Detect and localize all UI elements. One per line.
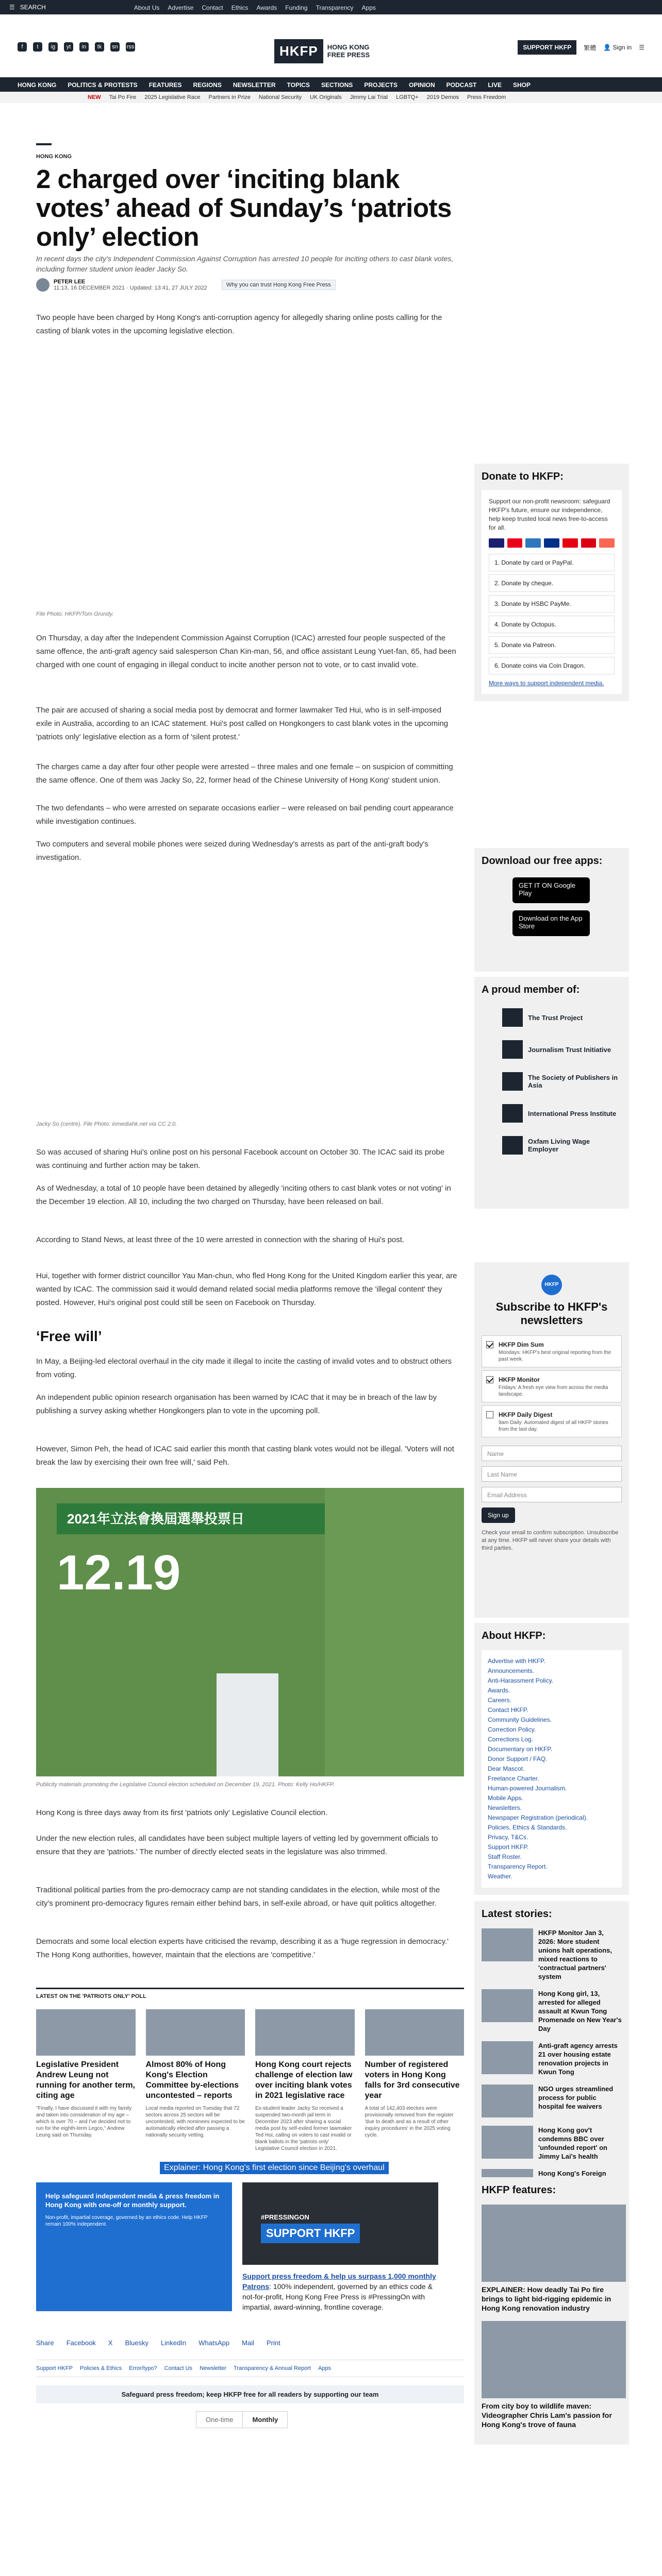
donate-option[interactable]: 3. Donate by HSBC PayMe. <box>489 595 615 613</box>
latest-story-title[interactable]: Anti-graft agency arrests 21 over housing estate renovation projects in Kwun Tong <box>538 2042 618 2076</box>
apps-section <box>474 848 629 972</box>
paragraph-4: The charges came a day after four other people were arrested – three males and one female – on suspicion of committing the same offence. One of them was Jacky So, 22, former head of the Chinese University of Hong Kong' student union. <box>36 762 453 785</box>
latest-title: Latest stories: <box>482 1908 552 1920</box>
support-text: Support press freedom & help us surpass 1,000 monthly Patrons: 100% independent, governed by an ethics code & not-for-profit, Hong Kong Free Press is #PressingOn with impartial, award-winning, frontline coverage. <box>242 2272 436 2311</box>
latest-story-title[interactable]: HKFP Monitor Jan 3, 2026: More student unions halt operations, mixed reactions to 'contractual partners' system <box>538 1929 613 1980</box>
member-logo-icon <box>502 1104 523 1123</box>
newsletter-checkbox[interactable] <box>486 1341 493 1348</box>
about-link[interactable]: Policies, Ethics & Standards. <box>488 1824 567 1831</box>
util-link[interactable]: Apps <box>361 4 376 11</box>
nav-item[interactable]: POLITICS & PROTESTS <box>68 81 138 89</box>
support-promo-headline: Help safeguard independent media & press freedom in Hong Kong with one-off or monthly support. <box>45 2192 220 2209</box>
members-title: A proud member of: <box>482 984 580 995</box>
paragraph-11: In May, a Beijing-led electoral overhaul in the city made it illegal to incite the casting of invalid votes and to obstruct others from voting. <box>36 1357 452 1379</box>
latest-story-thumb <box>482 2084 533 2117</box>
image-3-date: 12.19 <box>57 1545 181 1600</box>
about-link[interactable]: Advertise with HKFP. <box>488 1657 545 1665</box>
paragraph-9: According to Stand News, at least three of the 10 were arrested in connection with the sharing of Hui's post. <box>36 1235 405 1244</box>
apps-title: Download our free apps: <box>482 855 603 867</box>
about-link[interactable]: Human-powered Journalism. <box>488 1785 567 1792</box>
poll-card-blurb: "Finally, I have discussed it with my family and taken into consideration of my age – which is over 70 – and I've decided not to run for the eighth-term Legco," Andrew Leung said on Thursday. <box>36 2106 132 2138</box>
support-row-link[interactable]: Contact Us <box>164 2365 193 2371</box>
nav-item[interactable]: SECTIONS <box>321 81 353 89</box>
nav-item[interactable]: FEATURES <box>148 81 182 89</box>
support-text-link[interactable]: Support press freedom & help us surpass 1,000 monthly Patrons <box>242 2272 436 2291</box>
paragraph-13: However, Simon Peh, the head of ICAC said earlier this month that casting blank votes would not be illegal. 'Voters will not break the law by exercising their own free will,' said Peh. <box>36 1445 454 1467</box>
hkfp-badge: HKFP <box>541 1275 562 1295</box>
paragraph-1: Two people have been charged by Hong Kong's anti-corruption agency for allegedly sharing online posts calling for the casting of blank votes in the upcoming legislative election. <box>36 313 442 335</box>
app-store-button[interactable]: Download on the App Store <box>512 910 590 936</box>
member-logo-name: Journalism Trust Initiative <box>528 1045 611 1054</box>
member-logo-name: The Trust Project <box>528 1013 583 1022</box>
paragraph-17: Democrats and some local election experts have criticised the revamp, describing it as a 'huge regression in democracy.' The Hong Kong authorities, however, maintain that the elections are 'competitive.' <box>36 1937 449 1959</box>
newsletter-title: Subscribe to HKFP's newsletters <box>495 1300 608 1327</box>
article-title: 2 charged over ‘inciting blank votes’ ahead of Sunday’s ‘patriots only’ election <box>36 164 452 251</box>
signup-button[interactable]: Sign up <box>482 1507 515 1523</box>
about-link[interactable]: Correction Policy. <box>488 1726 536 1733</box>
poll-card-image <box>36 2009 136 2056</box>
donate-option[interactable]: 4. Donate by Octopus. <box>489 616 615 633</box>
trending-item[interactable]: Partners in Prize <box>208 94 251 100</box>
latest-story-thumb <box>482 1928 533 1961</box>
about-link[interactable]: Weather. <box>488 1873 512 1880</box>
social-icon[interactable]: tk <box>95 42 104 52</box>
paragraph-8: As of Wednesday, a total of 10 people have been detained by allegedly 'inciting others to cast blank votes or not voting' in the December 19 election. All 10, including the two charged on Thursday, have been released on bail. <box>36 1184 451 1206</box>
latest-story-thumb <box>482 2126 533 2159</box>
share-link[interactable]: Bluesky <box>125 2339 148 2347</box>
trending-item[interactable]: UK Originals <box>309 94 342 100</box>
social-icon[interactable]: yt <box>64 42 73 52</box>
newsletter-name: HKFP Dim Sum <box>499 1341 544 1348</box>
member-logo-name: Oxfam Living Wage Employer <box>528 1138 590 1153</box>
trending-bar <box>0 92 662 103</box>
newsletter-field[interactable]: Name <box>482 1446 622 1461</box>
poll-card-title[interactable]: Almost 80% of Hong Kong's Election Committee by-elections uncontested – reports <box>145 2060 239 2100</box>
about-link[interactable]: Contact HKFP. <box>488 1706 528 1714</box>
utility-bar <box>0 0 662 14</box>
new-badge: NEW <box>88 94 101 100</box>
share-row <box>36 2339 280 2347</box>
explainer-link[interactable]: Explainer: Hong Kong's first election since Beijing's overhaul <box>160 2162 389 2174</box>
about-link[interactable]: Documentary on HKFP. <box>488 1745 553 1753</box>
donate-more-link[interactable]: More ways to support independent media. <box>489 680 604 687</box>
share-link[interactable]: Facebook <box>66 2339 96 2347</box>
newsletter-name: HKFP Daily Digest <box>499 1411 553 1418</box>
paragraph-15: Under the new election rules, all candidates have been subject multiple layers of vetting led by government officials to ensure that they are 'patriots.' The number of directly elected seats in the legislature was also trimmed. <box>36 1834 438 1856</box>
share-link[interactable]: X <box>108 2339 113 2347</box>
about-link[interactable]: Donor Support / FAQ. <box>488 1755 548 1762</box>
latest-story[interactable] <box>482 1928 622 1981</box>
about-link[interactable]: Privacy, T&Cs. <box>488 1834 528 1841</box>
social-icon[interactable]: f <box>18 42 27 52</box>
image-3-caption: Publicity materials promoting the Legislative Council election scheduled on December 19, 2021. Photo: Kelly Ho/HKFP. <box>36 1782 335 1788</box>
donate-option[interactable]: 1. Donate by card or PayPal. <box>489 554 615 571</box>
safeguard-banner: Safeguard press freedom; keep HKFP free for all readers by supporting our team <box>36 2385 464 2403</box>
about-link[interactable]: Anti-Harassment Policy. <box>488 1677 554 1684</box>
about-link[interactable]: Corrections Log. <box>488 1736 534 1743</box>
article-lede: In recent days the city's Independent Commission Against Corruption has arrested 10 people for inciting others to cast blank votes, including former student union leader Jacky So. <box>36 255 454 273</box>
main-nav <box>0 77 662 92</box>
feature-story[interactable] <box>482 2321 622 2429</box>
paragraph-6: Two computers and several mobile phones were seized during Wednesday's arrests as part of the anti-graft body's investigation. <box>36 840 428 862</box>
poll-heading: LATEST ON THE 'PATRIOTS ONLY' POLL <box>36 1988 464 1999</box>
newsletter-field[interactable]: Email Address <box>482 1487 622 1502</box>
toggle-monthly[interactable]: Monthly <box>242 2412 287 2428</box>
newsletter-desc: Fridays: A fresh eye view from across the media landscape. <box>499 1385 608 1397</box>
util-link[interactable]: Advertise <box>168 4 194 11</box>
newsletter-checkbox[interactable] <box>486 1411 493 1418</box>
share-link[interactable]: Print <box>266 2339 280 2347</box>
features-title: HKFP features: <box>482 2184 556 2196</box>
site-logo[interactable] <box>274 36 388 66</box>
poll-grid <box>36 2009 464 2152</box>
social-icon[interactable]: in <box>79 42 89 52</box>
signin-link[interactable]: 👤 Sign in <box>603 44 632 51</box>
unionpay-icon <box>562 538 578 548</box>
share-link[interactable]: Mail <box>242 2339 254 2347</box>
latest-story-thumb <box>482 1989 533 2022</box>
article-rule <box>36 143 52 145</box>
newsletter-checkbox[interactable] <box>486 1376 493 1383</box>
member-logo[interactable] <box>502 1008 622 1027</box>
patreon-icon <box>599 538 615 548</box>
member-logo-icon <box>502 1040 523 1059</box>
poll-card-title[interactable]: Hong Kong court rejects challenge of election law over inciting blank votes in 2021 legislative race <box>255 2060 353 2100</box>
feature-title[interactable]: From city boy to wildlife maven: Videographer Chris Lam's passion for Hong Kong's trove of fauna <box>482 2402 612 2429</box>
member-logo-icon <box>502 1008 523 1027</box>
util-link[interactable]: Awards <box>256 4 277 11</box>
member-logo[interactable] <box>502 1104 622 1123</box>
features-section <box>474 2177 629 2445</box>
about-section <box>474 1623 629 1895</box>
member-logo-icon <box>502 1136 523 1155</box>
feature-story[interactable] <box>482 2205 622 2313</box>
payme-icon <box>581 538 597 548</box>
about-link[interactable]: Announcements. <box>488 1667 535 1674</box>
trending-item[interactable]: LGBTQ+ <box>396 94 419 100</box>
image-3-title: 2021年立法會換屆選舉投票日 <box>67 1511 244 1527</box>
toggle-one-time[interactable]: One-time <box>206 2416 234 2424</box>
author-name[interactable]: PETER LEE <box>54 279 86 285</box>
latest-story[interactable] <box>482 2084 622 2117</box>
donate-option[interactable]: 5. Donate via Patreon. <box>489 636 615 654</box>
paragraph-16: Traditional political parties from the pro-democracy camp are not standing candidates in the election, while most of the city's prominent pro-democracy figures remain either behind bars, in self-exile abroad, or have quit politics altogether. <box>36 1886 440 1908</box>
site-header <box>0 14 662 71</box>
amex-icon <box>525 538 541 548</box>
trending-item[interactable]: 2025 Legislative Race <box>144 94 201 100</box>
trending-item[interactable]: National Security <box>258 94 302 100</box>
paragraph-12: An independent public opinion research organisation has been warned by ICAC that it may be in breach of the law by publishing a survey asking whether Hongkongers plan to vote in the upcoming poll. <box>36 1393 437 1415</box>
feature-thumb <box>482 2321 626 2398</box>
image-2-caption: Jacky So (centre). File Photo: inmediahk.net via CC 2.0. <box>36 1121 177 1127</box>
support-row-link[interactable]: Error/typo? <box>129 2365 157 2371</box>
logo-text: HONG KONG FREE PRESS <box>327 43 370 59</box>
share-link[interactable]: WhatsApp <box>198 2339 230 2347</box>
member-logo-name: International Press Institute <box>528 1109 617 1117</box>
article-date: 11:13, 16 DECEMBER 2021 · Updated: 13:41, 27 JULY 2022 <box>54 285 207 291</box>
feature-title[interactable]: EXPLAINER: How deadly Tai Po fire brings to light bid-rigging epidemic in Hong Kong renovation industry <box>482 2285 611 2312</box>
support-row-link[interactable]: Transparency & Annual Report <box>234 2365 311 2371</box>
newsletter-desc: Mondays: HKFP's best original reporting from the past week. <box>499 1350 611 1362</box>
poll-card-blurb: A total of 142,403 electors were provisionally removed from the register 'due to death and as a result of other inquiry procedures' in the 2025 voting cycle. <box>365 2106 454 2138</box>
language-link[interactable]: 繁體 <box>584 44 597 52</box>
paragraph-3: The pair are accused of sharing a social media post by democrat and former lawmaker Ted Hui, who is in self-imposed exile in Australia, according to an ICAC statement. Hui's post called on Hongkongers to cast blank votes in the upcoming 'patriots only' legislative election as a form of 'silent protest.' <box>36 706 449 741</box>
member-logo[interactable] <box>502 1072 622 1091</box>
poll-card-image <box>365 2009 465 2056</box>
latest-story-title[interactable]: Hong Kong girl, 13, arrested for alleged assault at Kwun Tong Promenade on New Year's Day <box>538 1990 622 2032</box>
latest-story-thumb <box>482 2041 533 2074</box>
article-kicker[interactable]: HONG KONG <box>36 154 72 160</box>
paypal-icon <box>544 538 559 548</box>
util-link[interactable]: Transparency <box>316 4 354 11</box>
social-icons <box>18 42 135 52</box>
donate-title: Donate to HKFP: <box>482 471 564 482</box>
social-icon[interactable]: ig <box>48 42 58 52</box>
section-heading: ‘Free will’ <box>36 1328 102 1344</box>
newsletter-option[interactable] <box>482 1405 622 1437</box>
about-link[interactable]: Awards. <box>488 1687 510 1694</box>
util-link[interactable]: About Us <box>134 4 160 11</box>
about-link[interactable]: Newsletters. <box>488 1804 522 1811</box>
image-2 <box>36 876 464 1103</box>
poll-card-blurb: Ex-student leader Jacky So received a suspended two-month jail term in December 2023 after sharing a social media post by self-exiled former lawmaker Ted Hui, calling on voters to cast invalid or blank ballots in the 'patriots only' Legislative Council election in 2021. <box>255 2106 352 2151</box>
member-logo[interactable] <box>502 1040 622 1059</box>
share-link: Share <box>36 2339 54 2347</box>
member-logo-name: The Society of Publishers in Asia <box>528 1074 618 1089</box>
byline <box>36 278 336 292</box>
social-icon[interactable]: t <box>33 42 42 52</box>
about-link[interactable]: Dear Mascot. <box>488 1765 525 1772</box>
poll-card[interactable] <box>255 2009 355 2152</box>
poll-card-title[interactable]: Number of registered voters in Hong Kong falls for 3rd consecutive year <box>365 2060 460 2100</box>
latest-story-title[interactable]: NGO urges streamlined process for public hospital fee waivers <box>538 2085 614 2110</box>
member-logo-icon <box>502 1072 523 1091</box>
about-link[interactable]: Freelance Charter. <box>488 1775 539 1782</box>
util-link[interactable]: Ethics <box>231 4 249 11</box>
support-row-link[interactable]: Newsletter <box>200 2365 227 2371</box>
latest-story-title[interactable]: Hong Kong gov't condemns BBC over 'unfounded report' on Jimmy Lai's health <box>538 2126 607 2160</box>
menu-icon[interactable]: ☰ <box>9 4 15 11</box>
trending-item[interactable]: Press Freedom <box>467 94 506 100</box>
image-1 <box>36 355 464 592</box>
support-row-link[interactable]: Apps <box>318 2365 332 2371</box>
about-link[interactable]: Staff Roster. <box>488 1853 522 1860</box>
author-avatar <box>36 278 49 292</box>
util-link[interactable]: Funding <box>285 4 308 11</box>
support-links-row <box>36 2360 464 2377</box>
about-link[interactable]: Careers. <box>488 1697 512 1704</box>
nav-item[interactable]: OPINION <box>409 81 435 89</box>
support-image-button[interactable]: SUPPORT HKFP <box>261 2224 360 2243</box>
paragraph-14: Hong Kong is three days away from its first 'patriots only' Legislative Council election. <box>36 1808 328 1817</box>
support-button[interactable]: SUPPORT HKFP <box>518 40 576 55</box>
newsletter-desc: 9am Daily: Automated digest of all HKFP stories from the last day. <box>499 1420 608 1432</box>
donate-blurb: Support our non-profit newsroom: safeguard HKFP's future, ensure our independence, help keep trusted local news free-to-access for all. <box>489 498 610 531</box>
poll-card-image <box>146 2009 245 2056</box>
newsletter-option[interactable] <box>482 1370 622 1402</box>
paragraph-7: So was accused of sharing Hui's online post on his personal Facebook account on October 30. The ICAC said its probe was continuing and further action may be taken. <box>36 1148 445 1170</box>
poll-card[interactable] <box>146 2009 245 2152</box>
paragraph-10: Hui, together with former district councillor Yau Man-chun, who fled Hong Kong for the United Kingdom earlier this year, are wanted by ICAC. The commission said it would demand related social media platforms remove the 'illegal content' they posted. However, Hui's original post could still be seen on Facebook on Thursday. <box>36 1272 457 1307</box>
support-promo[interactable] <box>36 2182 232 2311</box>
trending-item[interactable]: Tai Po Fire <box>109 94 137 100</box>
share-link[interactable]: LinkedIn <box>161 2339 187 2347</box>
header-actions <box>518 40 644 55</box>
paragraph-2: On Thursday, a day after the Independent Commission Against Corruption (ICAC) arrested four people suspected of the same offence, the anti-graft agency said salesperson Chan Kin-man, 56, and office assistant Leung Yuet-fan, 65, had been charged with one count of engaging in illegal conduct to incite another person not to vote, or to cast invalid vote. <box>36 634 456 669</box>
poll-card-title[interactable]: Legislative President Andrew Leung not running for another term, citing age <box>36 2060 135 2100</box>
about-link[interactable]: Newspaper Registration (periodical). <box>488 1814 588 1821</box>
about-link[interactable]: Community Guidelines. <box>488 1716 552 1723</box>
feature-thumb <box>482 2205 626 2282</box>
latest-story[interactable] <box>482 2126 622 2161</box>
about-title: About HKFP: <box>482 1630 546 1641</box>
newsletter-field[interactable]: Last Name <box>482 1466 622 1482</box>
pressingon-badge: #PRESSINGON <box>261 2213 309 2221</box>
utility-links <box>134 4 376 11</box>
about-link[interactable]: Mobile Apps. <box>488 1794 523 1802</box>
trust-link[interactable]: Why you can trust Hong Kong Free Press <box>222 280 336 290</box>
newsletter-note: Check your email to confirm subscription. Unsubscribe at any time. HKFP will never share your details with third parties. <box>482 1530 619 1551</box>
latest-story-title[interactable]: Hong Kong's Foreign <box>538 2170 606 2177</box>
support-promo-body: Non-profit, impartial coverage, governed by an ethics code. Help HKFP remain 100% independent. <box>45 2215 208 2227</box>
poll-card[interactable] <box>36 2009 136 2152</box>
search-link[interactable]: SEARCH <box>20 4 46 11</box>
poll-card[interactable] <box>365 2009 465 2152</box>
nav-item[interactable]: NEWSLETTER <box>233 81 276 89</box>
donation-toggle <box>196 2411 288 2428</box>
trending-item[interactable]: 2019 Demos <box>426 94 459 100</box>
image-1-caption: File Photo: HKFP/Tom Grundy. <box>36 611 114 617</box>
nav-item[interactable]: PROJECTS <box>364 81 398 89</box>
support-image <box>242 2182 438 2265</box>
latest-story[interactable] <box>482 2041 622 2076</box>
util-link[interactable]: Contact <box>202 4 223 11</box>
nav-item[interactable]: HONG KONG <box>18 81 57 89</box>
menu-icon-right[interactable]: ☰ <box>639 44 644 51</box>
poll-card-image <box>255 2009 355 2056</box>
donate-option[interactable]: 2. Donate by cheque. <box>489 574 615 592</box>
member-logo[interactable] <box>502 1136 622 1155</box>
about-link[interactable]: Transparency Report. <box>488 1863 548 1870</box>
poll-card-blurb: Local media reported on Tuesday that 72 sectors across 25 sectors will be uncontested, with nominees expected to be automatically elected after passing a nationally security vetting. <box>145 2106 245 2138</box>
logo-mark: HKFP <box>274 39 323 63</box>
paragraph-5: The two defendants – who were arrested on separate occasions earlier – were released on bail pending court appearance while investigation continues. <box>36 804 454 826</box>
google-play-button[interactable]: GET IT ON Google Play <box>512 877 590 903</box>
payment-icons <box>489 538 615 548</box>
trending-item[interactable]: Jimmy Lai Trial <box>350 94 388 100</box>
nav-item[interactable]: SHOP <box>513 81 531 89</box>
nav-item[interactable]: REGIONS <box>193 81 222 89</box>
visa-icon <box>489 538 504 548</box>
nav-item[interactable]: PODCAST <box>446 81 477 89</box>
support-row-link[interactable]: Support HKFP <box>36 2365 73 2371</box>
social-icon[interactable]: rss <box>126 42 135 52</box>
donate-option[interactable]: 6. Donate coins via Coin Dragon. <box>489 657 615 674</box>
newsletter-name: HKFP Monitor <box>499 1376 540 1383</box>
members-section <box>474 977 629 1209</box>
donate-section <box>474 464 629 701</box>
nav-item[interactable]: LIVE <box>488 81 502 89</box>
nav-item[interactable]: TOPICS <box>287 81 310 89</box>
about-link[interactable]: Support HKFP. <box>488 1843 529 1851</box>
mastercard-icon <box>507 538 523 548</box>
support-row-link[interactable]: Policies & Ethics <box>79 2365 122 2371</box>
social-icon[interactable]: sn <box>110 42 120 52</box>
newsletter-section <box>474 1262 629 1618</box>
image-3 <box>36 1488 464 1776</box>
newsletter-option[interactable] <box>482 1335 622 1367</box>
latest-story[interactable] <box>482 1989 622 2033</box>
